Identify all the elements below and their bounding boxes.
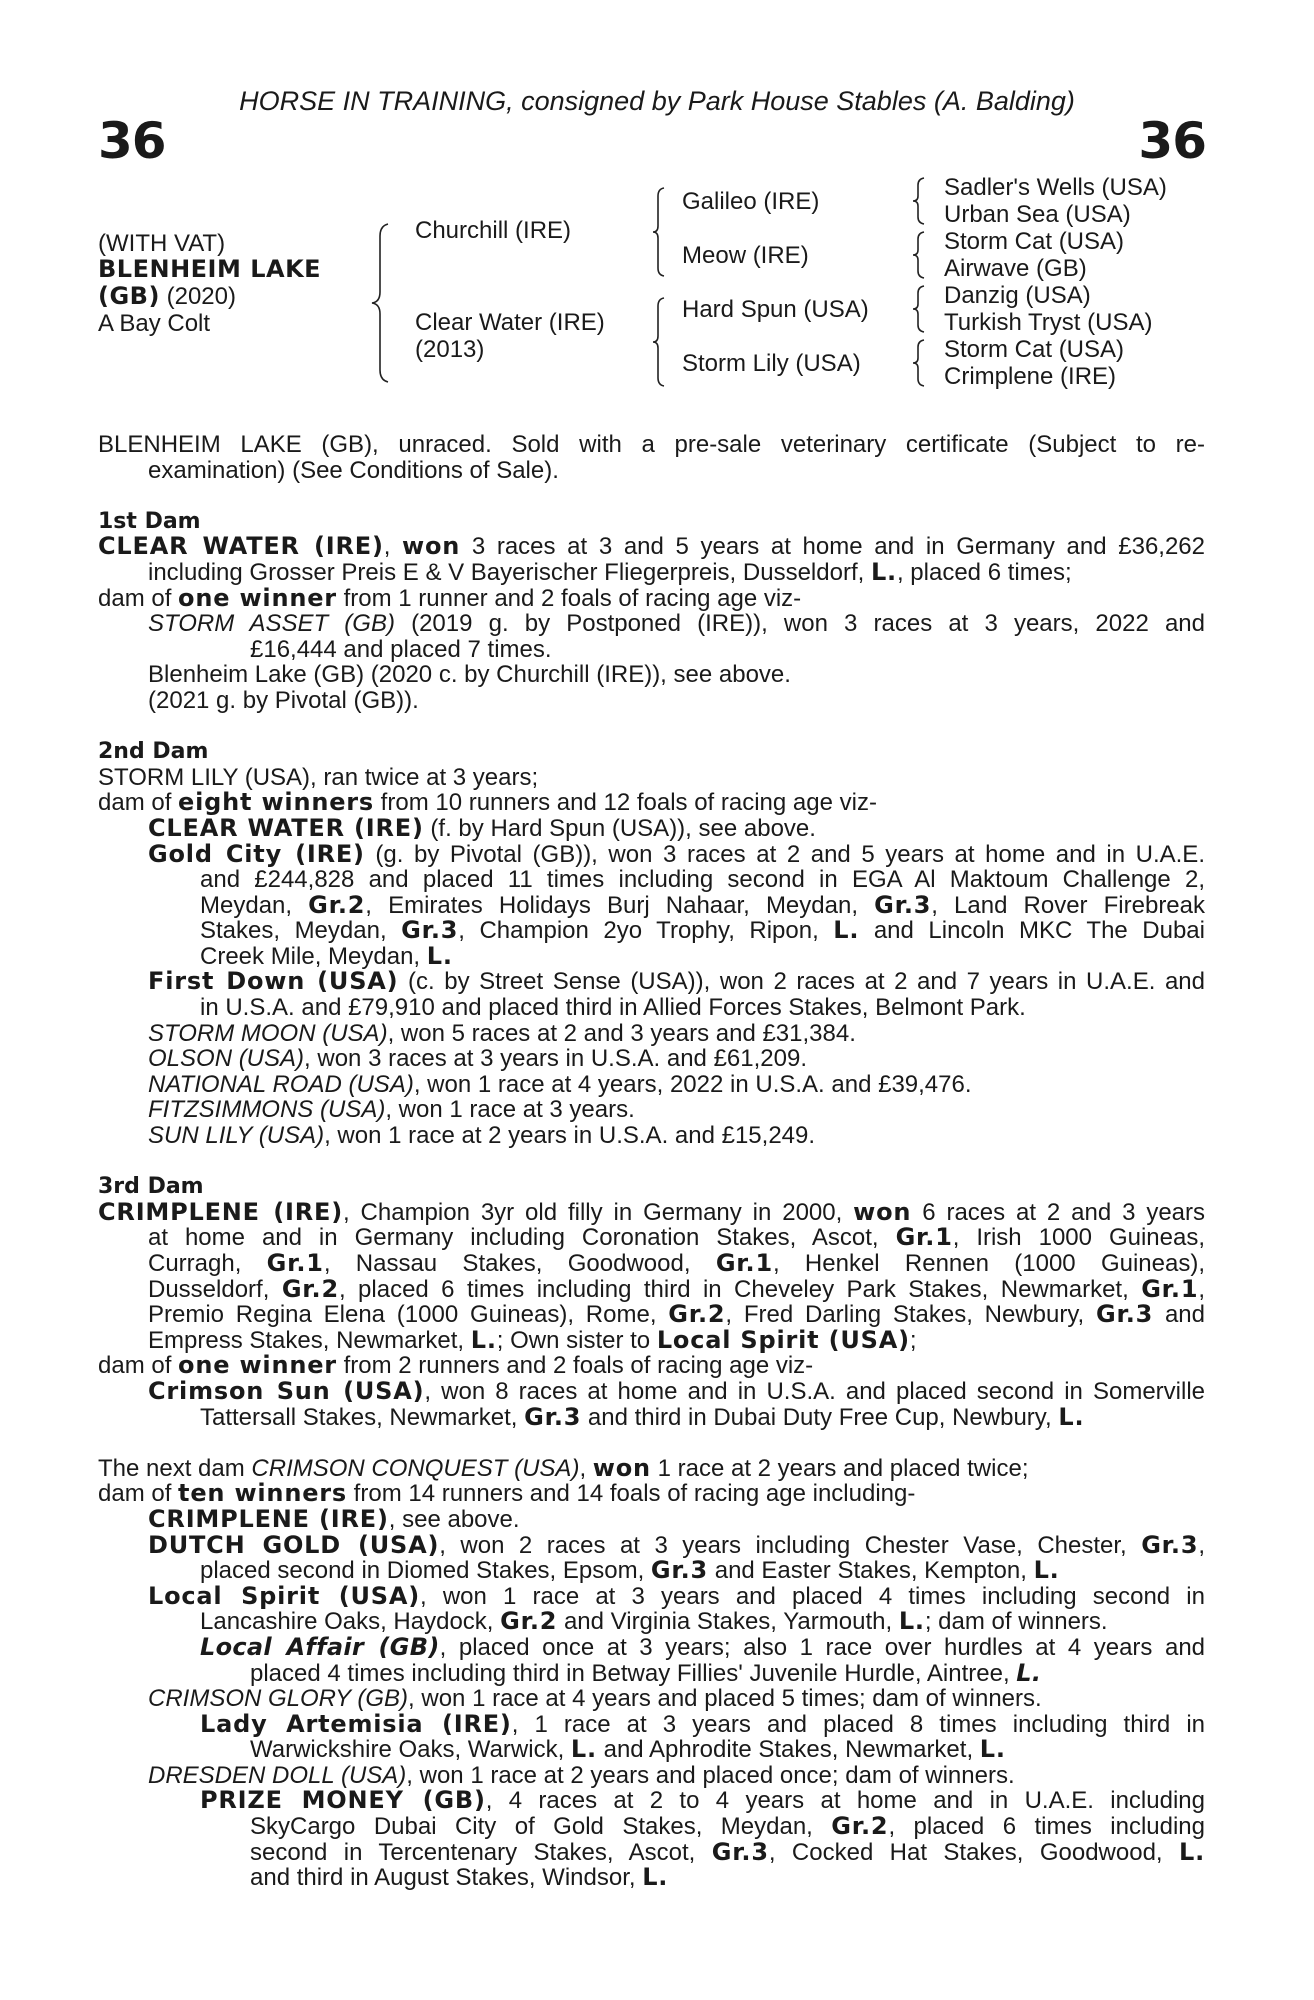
produce-line: CRIMPLENE (IRE), see above. [148, 1504, 520, 1533]
lot-number-right: 36 [1138, 112, 1206, 170]
g3-4: Airwave (GB) [944, 255, 1087, 282]
catalogue-body [98, 432, 1205, 1891]
sire-sire: Galileo (IRE) [682, 188, 820, 215]
produce-line: placed second in Diomed Stakes, Epsom, Gr.3 and Easter Stakes, Kempton, L. [200, 1556, 1060, 1585]
dam-line: CLEAR WATER (IRE), won 3 races at 3 and 5 years at home and in Germany and £36,262 [98, 532, 1206, 561]
produce-line: First Down (USA) (c. by Street Sense (USA)), won 2 races at 2 and 7 years in U.A.E. and [148, 967, 1205, 996]
produce-line: Crimson Sun (USA), won 8 races at home and in U.S.A. and placed second in Somerville [148, 1376, 1205, 1405]
produce-line: placed 4 times including third in Betway Fillies' Juvenile Hurdle, Aintree, L. [250, 1658, 1042, 1687]
section-heading: 3rd Dam [98, 1174, 204, 1200]
dam-line: STORM LILY (USA), ran twice at 3 years; [98, 763, 539, 791]
dam-line: dam of one winner from 1 runner and 2 foals of racing age viz- [98, 583, 802, 612]
won-label: won [402, 532, 461, 561]
produce-line: Lancashire Oaks, Haydock, Gr.2 and Virginia Stakes, Yarmouth, L.; dam of winners. [200, 1607, 1108, 1636]
dam-line: Premio Regina Elena (1000 Guineas), Rome, Gr.2, Fred Darling Stakes, Newbury, Gr.3 and [148, 1300, 1205, 1329]
produce-line: CLEAR WATER (IRE) (f. by Hard Spun (USA)), see above. [148, 813, 816, 842]
produce-line: Meydan, Gr.2, Emirates Holidays Burj Nahaar, Meydan, Gr.3, Land Rover Firebreak [200, 890, 1206, 919]
dam-line: The next dam CRIMSON CONQUEST (USA), won 1 race at 2 years and placed twice; [98, 1453, 1029, 1482]
horse-description: A Bay Colt [98, 310, 211, 337]
produce-line: Warwickshire Oaks, Warwick, L. and Aphrodite Stakes, Newmarket, L. [250, 1735, 1006, 1764]
first-dam-section [98, 509, 1205, 714]
third-dam-section [98, 1174, 1205, 1430]
dam-line: dam of ten winners from 14 runners and 14 foals of racing age including- [98, 1479, 916, 1508]
produce-line: and £244,828 and placed 11 times including second in EGA Al Maktoum Challenge 2, [200, 866, 1205, 894]
produce-line: in U.S.A. and £79,910 and placed third in Allied Forces Stakes, Belmont Park. [200, 994, 1026, 1022]
produce-line: CRIMSON GLORY (GB), won 1 race at 4 years and placed 5 times; dam of winners. [148, 1685, 1042, 1713]
brace-gen1 [370, 222, 392, 384]
produce-line: Lady Artemisia (IRE), 1 race at 3 years and placed 8 times including third in [200, 1709, 1205, 1738]
g3-8: Crimplene (IRE) [944, 363, 1117, 390]
catalogue-header: HORSE IN TRAINING, consigned by Park House Stables (A. Balding) [239, 86, 1075, 116]
dam: Clear Water (IRE) [415, 309, 605, 336]
g3-7: Storm Cat (USA) [944, 336, 1125, 363]
dam-line: Empress Stakes, Newmarket, L.; Own sister to Local Spirit (USA); [148, 1325, 917, 1354]
second-dam-section [98, 739, 1205, 1149]
sire: Churchill (IRE) [415, 217, 572, 244]
horse-name-suffix [98, 283, 236, 310]
dam-sire: Hard Spun (USA) [682, 296, 869, 323]
brace-dam [652, 296, 666, 388]
g3-2: Urban Sea (USA) [944, 201, 1131, 228]
produce-line: £16,444 and placed 7 times. [250, 635, 552, 663]
g3-6: Turkish Tryst (USA) [944, 309, 1153, 336]
produce-line: second in Tercentenary Stakes, Ascot, Gr.3, Cocked Hat Stakes, Goodwood, L. [250, 1837, 1205, 1866]
produce-line: Tattersall Stakes, Newmarket, Gr.3 and third in Dubai Duty Free Cup, Newbury, L. [200, 1402, 1085, 1431]
brace-g3-4 [912, 338, 926, 388]
produce-line: (2021 g. by Pivotal (GB)). [148, 686, 419, 714]
intro-line: BLENHEIM LAKE (GB), unraced. Sold with a pre-sale veterinary certificate (Subject to re- [98, 431, 1205, 458]
produce-line: STORM ASSET (GB) (2019 g. by Postponed (IRE)), won 3 races at 3 years, 2022 and [148, 610, 1205, 638]
produce-line: Creek Mile, Meydan, L. [200, 941, 453, 970]
produce-line: and third in August Stakes, Windsor, L. [250, 1863, 669, 1892]
dam-name: CLEAR WATER (IRE) [98, 532, 384, 561]
brace-g3-3 [912, 284, 926, 334]
dam-line: dam of one winner from 2 runners and 2 foals of racing age viz- [98, 1351, 814, 1380]
horse-year: (2020) [159, 283, 236, 310]
dam-line: CRIMPLENE (IRE), Champion 3yr old filly in Germany in 2000, won 6 races at 2 and 3 years [98, 1197, 1206, 1226]
sire-dam: Meow (IRE) [682, 242, 809, 269]
produce-line: STORM MOON (USA), won 5 races at 2 and 3 years and £31,384. [148, 1019, 856, 1047]
dam-dam: Storm Lily (USA) [682, 350, 861, 377]
g3-3: Storm Cat (USA) [944, 228, 1125, 255]
brace-sire [652, 186, 666, 278]
vat-note: (WITH VAT) [98, 230, 226, 257]
section-heading: 2nd Dam [98, 739, 209, 765]
produce-line: Gold City (IRE) (g. by Pivotal (GB)), won 3 races at 2 and 5 years at home and in U.A.E. [148, 839, 1205, 868]
fourth-dam-section [98, 1453, 1206, 1892]
produce-line: NATIONAL ROAD (USA), won 1 race at 4 years, 2022 in U.S.A. and £39,476. [148, 1070, 972, 1098]
produce-line: Local Spirit (USA), won 1 race at 3 years and placed 4 times including second in [148, 1581, 1205, 1610]
g3-5: Danzig (USA) [944, 282, 1091, 309]
section-heading: 1st Dam [98, 508, 201, 534]
intro-paragraph [98, 432, 1205, 483]
dam-line: Curragh, Gr.1, Nassau Stakes, Goodwood, Gr.1, Henkel Rennen (1000 Guineas), [148, 1249, 1205, 1277]
dam-year: (2013) [415, 336, 485, 363]
dam-line: at home and in Germany including Coronation Stakes, Ascot, Gr.1, Irish 1000 Guineas, [148, 1223, 1206, 1252]
horse-country: (GB) [98, 282, 160, 310]
produce-line: SUN LILY (USA), won 1 race at 2 years in U.S.A. and £15,249. [148, 1122, 816, 1150]
produce-line: DUTCH GOLD (USA), won 2 races at 3 years including Chester Vase, Chester, Gr.3, [148, 1530, 1205, 1559]
g3-1: Sadler's Wells (USA) [944, 174, 1167, 201]
produce-line: PRIZE MONEY (GB), 4 races at 2 to 4 years at home and in U.A.E. including [200, 1786, 1205, 1815]
produce-line: Stakes, Meydan, Gr.3, Champion 2yo Trophy, Ripon, L. and Lincoln MKC The Dubai [200, 916, 1205, 945]
brace-g3-1 [912, 176, 926, 226]
produce-line: Local Affair (GB), placed once at 3 years; also 1 race over hurdles at 4 years and [200, 1632, 1206, 1661]
produce-line: OLSON (USA), won 3 races at 3 years in U.S.A. and £61,209. [148, 1045, 807, 1073]
produce-line: DRESDEN DOLL (USA), won 1 race at 2 years and placed once; dam of winners. [148, 1761, 1015, 1789]
intro-line: examination) (See Conditions of Sale). [148, 456, 559, 484]
brace-g3-2 [912, 230, 926, 280]
dam-line: Dusseldorf, Gr.2, placed 6 times including third in Cheveley Park Stakes, Newmarket, Gr.1, [148, 1274, 1205, 1303]
dam-line: including Grosser Preis E & V Bayerischer Fliegerpreis, Dusseldorf, L., placed 6 times; [148, 557, 1072, 586]
lot-number-left: 36 [98, 112, 166, 170]
produce-line: FITZSIMMONS (USA), won 1 race at 3 years. [148, 1096, 635, 1124]
produce-line: Blenheim Lake (GB) (2020 c. by Churchill (IRE)), see above. [148, 661, 791, 689]
horse-name: BLENHEIM LAKE [98, 255, 322, 283]
produce-line: SkyCargo Dubai City of Gold Stakes, Meydan, Gr.2, placed 6 times including [250, 1812, 1206, 1841]
dam-line: dam of eight winners from 10 runners and 12 foals of racing age viz- [98, 788, 877, 817]
